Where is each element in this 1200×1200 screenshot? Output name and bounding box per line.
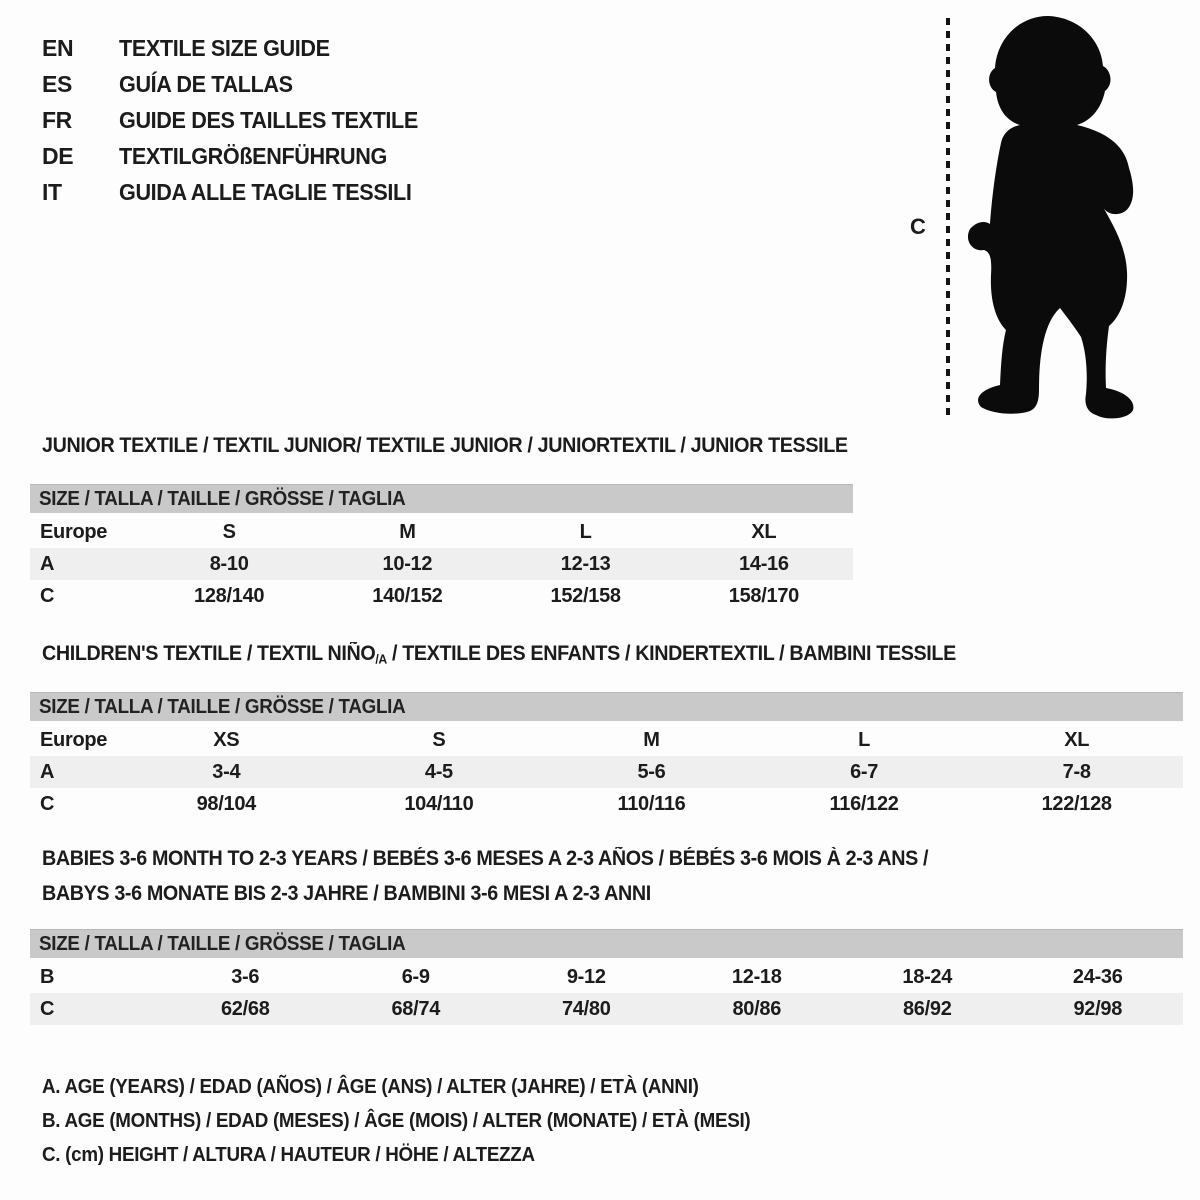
legend-text: A. AGE (YEARS) / EDAD (AÑOS) / ÂGE (ANS) / ALTER (JAHRE) / ETÀ (ANNI) [42, 1076, 699, 1098]
language-code: DE [42, 142, 74, 169]
table-row [30, 580, 853, 612]
language-guide-title: TEXTILE SIZE GUIDE [119, 34, 330, 61]
junior-section-heading [42, 434, 899, 458]
legend-line [42, 1104, 796, 1138]
size-value-cell: 62/68 [220, 997, 270, 1020]
language-code: IT [42, 178, 62, 205]
size-value-cell: 4-5 [424, 760, 453, 783]
measure-label-cell: A [40, 760, 55, 783]
language-row [42, 102, 437, 138]
babies-section-heading [42, 841, 985, 911]
size-value-cell: 152/158 [550, 584, 621, 607]
size-value-cell: 24-36 [1072, 965, 1123, 988]
size-value-cell: 68/74 [391, 997, 441, 1020]
children-heading-text: CHILDREN'S TEXTILE / TEXTIL NIÑO/A / TEXTILE DES ENFANTS / KINDERTEXTIL / BAMBINI TESSILE [42, 642, 956, 667]
table-header-row [30, 724, 1183, 756]
language-row [42, 30, 437, 66]
size-band-text: SIZE / TALLA / TAILLE / GRÖSSE / TAGLIA [39, 696, 406, 718]
language-row [42, 174, 437, 210]
size-value-cell: 8-10 [209, 552, 249, 575]
language-row [42, 66, 437, 102]
height-measure-label: C [910, 214, 926, 239]
size-value-cell: 86/92 [902, 997, 952, 1020]
size-header-cell: L [858, 728, 871, 751]
size-band-text: SIZE / TALLA / TAILLE / GRÖSSE / TAGLIA [39, 488, 406, 510]
measurement-legend [42, 1070, 796, 1172]
measure-label-cell: C [40, 584, 55, 607]
language-guide-title: GUÍA DE TALLAS [119, 70, 293, 97]
table-row [30, 756, 1183, 788]
language-row [42, 138, 437, 174]
table-row [30, 961, 1183, 993]
size-value-cell: 110/116 [617, 792, 686, 815]
nino-a-subscript: /A [375, 651, 387, 667]
children-size-table [30, 692, 1183, 820]
babies-heading-line-2: BABYS 3-6 MONATE BIS 2-3 JAHRE / BAMBINI 3-6 MESI A 2-3 ANNI [42, 882, 651, 905]
language-title-list [42, 30, 437, 210]
size-header-cell: XL [751, 520, 777, 543]
size-value-cell: 140/152 [372, 584, 443, 607]
size-header-cell: S [432, 728, 446, 751]
size-value-cell: 74/80 [561, 997, 611, 1020]
size-value-cell: 158/170 [728, 584, 799, 607]
language-code: ES [42, 70, 72, 97]
language-code: FR [42, 106, 72, 133]
size-band [30, 929, 1183, 958]
size-band [30, 692, 1183, 721]
size-header-cell: M [399, 520, 416, 543]
babies-heading-line-1: BABIES 3-6 MONTH TO 2-3 YEARS / BEBÉS 3-6 MESES A 2-3 AÑOS / BÉBÉS 3-6 MOIS À 2-3 ANS / [42, 847, 929, 870]
size-value-cell: 14-16 [739, 552, 789, 575]
junior-heading-text: JUNIOR TEXTILE / TEXTIL JUNIOR/ TEXTILE JUNIOR / JUNIORTEXTIL / JUNIOR TESSILE [42, 434, 848, 457]
size-value-cell: 7-8 [1062, 760, 1091, 783]
size-band-text: SIZE / TALLA / TAILLE / GRÖSSE / TAGLIA [39, 933, 406, 955]
size-value-cell: 12-18 [731, 965, 782, 988]
size-value-cell: 3-4 [212, 760, 241, 783]
table-row [30, 993, 1183, 1025]
measure-label-cell: A [40, 552, 55, 575]
region-header-cell: Europe [40, 520, 108, 543]
junior-size-table [30, 484, 853, 612]
language-guide-title: GUIDA ALLE TAGLIE TESSILI [119, 178, 412, 205]
size-value-cell: 98/104 [196, 792, 256, 815]
table-header-row [30, 516, 853, 548]
table-row [30, 788, 1183, 820]
size-header-cell: M [643, 728, 660, 751]
region-header-cell: Europe [40, 728, 108, 751]
babies-size-table [30, 929, 1183, 1025]
legend-text: C. (cm) HEIGHT / ALTURA / HAUTEUR / HÖHE / ALTEZZA [42, 1144, 535, 1166]
language-guide-title: GUIDE DES TAILLES TEXTILE [119, 106, 418, 133]
table-row [30, 548, 853, 580]
size-value-cell: 80/86 [732, 997, 782, 1020]
size-value-cell: 9-12 [566, 965, 606, 988]
measure-label-cell: C [40, 792, 55, 815]
measure-label-cell: B [40, 965, 55, 988]
size-header-cell: XS [213, 728, 240, 751]
size-value-cell: 6-7 [850, 760, 879, 783]
legend-line [42, 1070, 796, 1104]
legend-line [42, 1138, 796, 1172]
measure-label-cell: C [40, 997, 55, 1020]
size-value-cell: 12-13 [560, 552, 611, 575]
size-value-cell: 3-6 [231, 965, 260, 988]
size-header-cell: L [579, 520, 592, 543]
size-value-cell: 92/98 [1073, 997, 1123, 1020]
size-value-cell: 18-24 [902, 965, 953, 988]
size-band [30, 484, 853, 513]
size-value-cell: 10-12 [382, 552, 433, 575]
size-value-cell: 104/110 [404, 792, 474, 815]
size-value-cell: 5-6 [637, 760, 666, 783]
size-header-cell: S [222, 520, 236, 543]
legend-text: B. AGE (MONTHS) / EDAD (MESES) / ÂGE (MOIS) / ALTER (MONATE) / ETÀ (MESI) [42, 1110, 751, 1132]
size-value-cell: 6-9 [401, 965, 430, 988]
language-code: EN [42, 34, 74, 61]
size-header-cell: XL [1064, 728, 1090, 751]
size-value-cell: 116/122 [829, 792, 899, 815]
size-value-cell: 128/140 [194, 584, 265, 607]
language-guide-title: TEXTILGRÖßENFÜHRUNG [119, 142, 387, 169]
children-section-heading [42, 642, 1014, 667]
size-value-cell: 122/128 [1041, 792, 1112, 815]
toddler-silhouette-icon [900, 0, 1200, 430]
